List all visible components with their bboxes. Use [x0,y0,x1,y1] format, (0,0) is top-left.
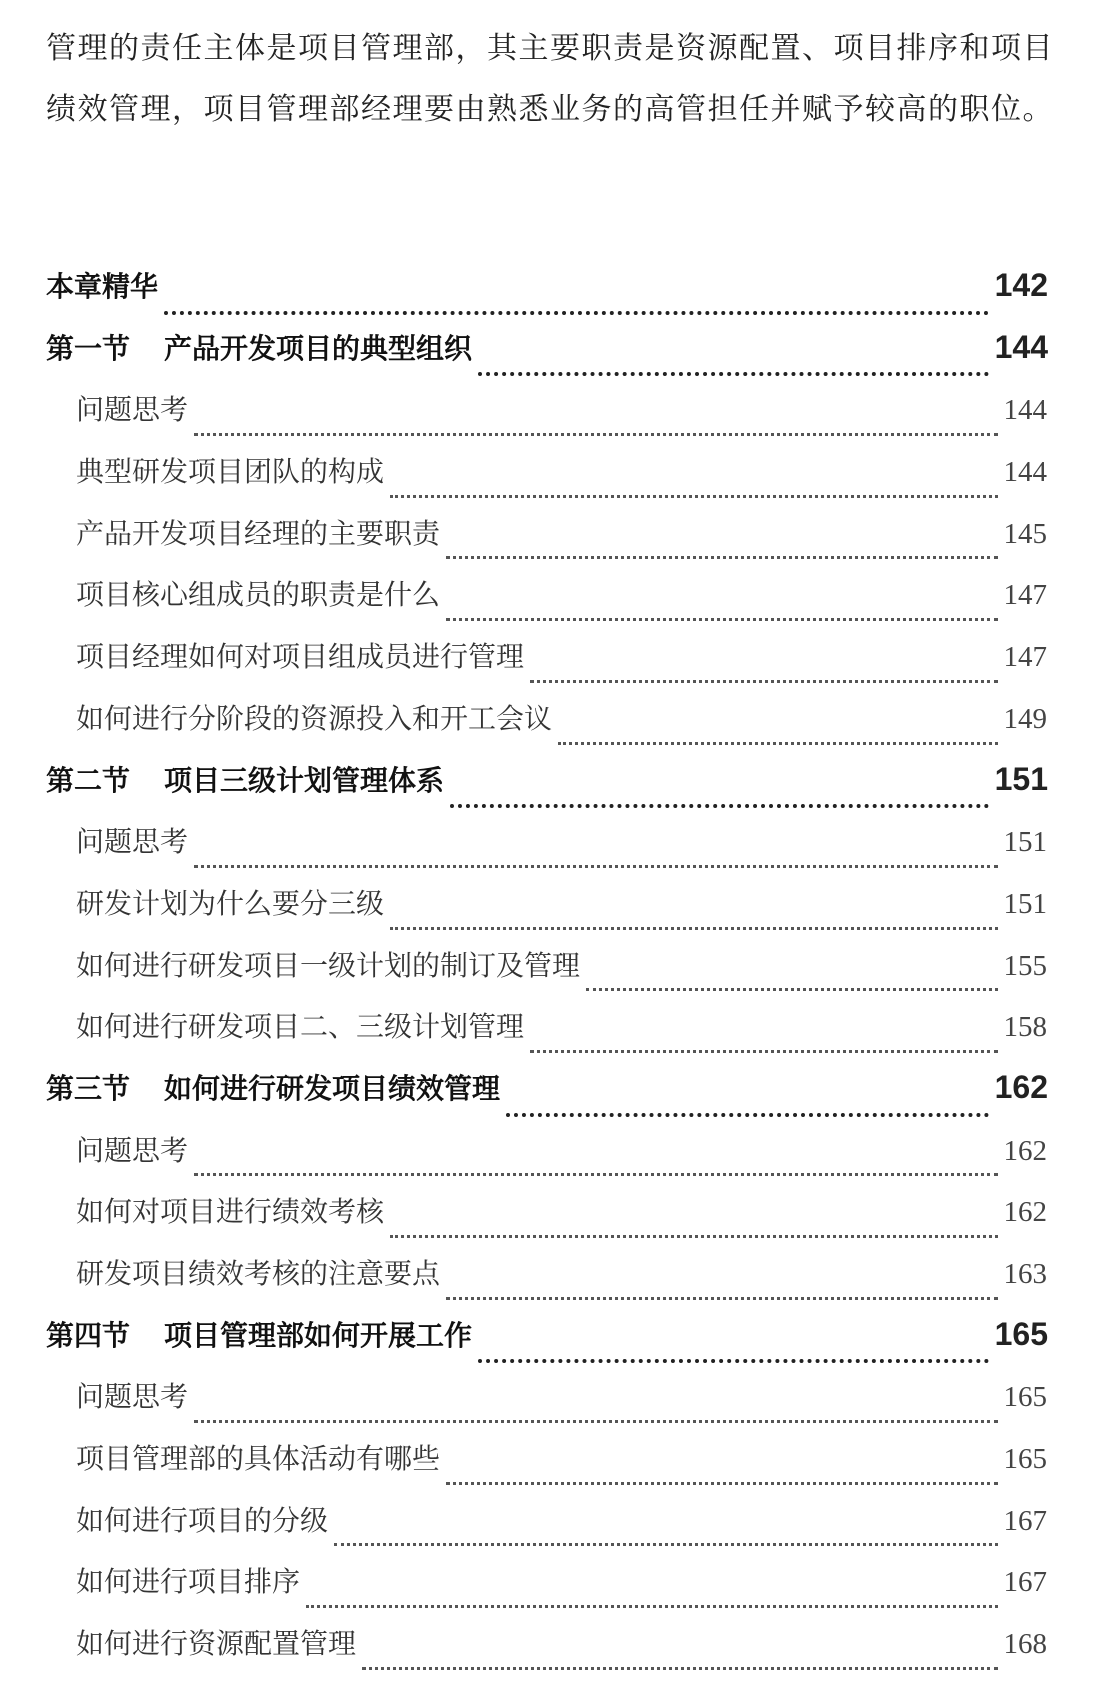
toc-page-number: 151 [1003,887,1047,920]
toc-entry-title: 如何进行项目的分级 [76,1503,329,1537]
table-of-contents [0,265,1113,1684]
toc-page-number: 163 [1003,1258,1047,1290]
dot-leader [390,493,997,498]
toc-topic-entry[interactable] [0,1129,1113,1191]
toc-entry-title: 研发计划为什么要分三级 [76,886,385,920]
dot-leader [390,925,997,930]
toc-topic-entry[interactable] [0,1375,1113,1437]
toc-entry-title: 如何进行资源配置管理 [76,1627,357,1661]
toc-section-entry[interactable] [0,265,1113,327]
toc-topic-entry[interactable] [0,1005,1113,1067]
dot-leader [478,1357,989,1363]
toc-page-number: 165 [1003,1381,1047,1414]
toc-topic-entry[interactable] [0,820,1113,882]
toc-page-number: 144 [994,328,1048,365]
toc-page-number: 162 [1003,1196,1047,1229]
dot-leader [194,1171,997,1176]
toc-page-number: 162 [1003,1134,1047,1167]
toc-entry-label [46,1067,500,1107]
toc-entry-title: 问题思考 [76,825,189,859]
toc-topic-entry[interactable] [0,882,1113,944]
toc-page-number: 151 [994,760,1048,797]
toc-entry-title: 项目经理如何对项目组成员进行管理 [76,640,525,674]
toc-entry-title: 如何进行分阶段的资源投入和开工会议 [76,701,553,735]
toc-page-number: 158 [1003,1011,1047,1044]
toc-entry-title: 项目管理部的具体活动有哪些 [76,1442,441,1476]
dot-leader [446,616,997,621]
toc-entry-title: 产品开发项目的典型组织 [164,331,473,365]
toc-topic-entry[interactable] [0,944,1113,1006]
toc-entry-label [76,697,552,737]
toc-page-number: 149 [1003,702,1047,735]
section-number: 第一节 [46,331,131,365]
toc-entry-title: 本章精华 [46,270,159,303]
toc-topic-entry[interactable] [0,1560,1113,1622]
dot-leader [194,431,997,436]
dot-leader [558,740,997,745]
dot-leader [390,1233,997,1238]
dot-leader [194,863,997,868]
toc-entry-label [76,573,440,613]
toc-entry-label [76,1499,328,1539]
toc-entry-label [46,1314,472,1354]
dot-leader [586,986,997,991]
toc-entry-label [76,820,188,860]
toc-entry-label [76,1190,384,1230]
dot-leader [506,1111,989,1117]
dot-leader [446,1295,997,1300]
toc-page-number: 144 [1003,456,1047,489]
dot-leader [362,1665,997,1670]
toc-entry-title: 如何进行研发项目二、三级计划管理 [76,1010,525,1044]
dot-leader [306,1603,997,1608]
toc-entry-title: 问题思考 [76,1133,189,1167]
toc-topic-entry[interactable] [0,635,1113,697]
toc-page-number: 144 [1003,394,1047,427]
toc-entry-title: 如何进行研发项目绩效管理 [164,1071,501,1105]
toc-topic-entry[interactable] [0,1499,1113,1561]
dot-leader [478,370,989,376]
toc-entry-title: 项目三级计划管理体系 [164,763,445,797]
toc-topic-entry[interactable] [0,450,1113,512]
toc-entry-title: 如何进行研发项目一级计划的制订及管理 [76,948,581,982]
dot-leader [334,1541,997,1546]
toc-page-number: 155 [1003,949,1047,982]
dot-leader [530,1048,997,1053]
toc-entry-label [76,1560,300,1600]
dot-leader [446,1480,997,1485]
toc-topic-entry[interactable] [0,1437,1113,1499]
toc-entry-label [46,759,444,799]
toc-page-number: 165 [994,1315,1048,1352]
toc-topic-entry[interactable] [0,388,1113,450]
section-number: 第二节 [46,763,131,797]
toc-entry-label [76,1005,524,1045]
dot-leader [194,1418,997,1423]
toc-entry-label [46,265,158,305]
toc-entry-title: 问题思考 [76,1380,189,1414]
dot-leader [450,802,989,808]
toc-section-entry[interactable] [0,327,1113,389]
dot-leader [530,678,997,683]
toc-page-number: 147 [1003,641,1047,674]
toc-page-number: 147 [1003,579,1047,612]
toc-page-number: 167 [1003,1504,1047,1537]
toc-entry-label [46,327,472,367]
intro-paragraph: 管理的责任主体是项目管理部，其主要职责是资源配置、项目排序和项目绩效管理，项目管理部经理要由熟悉业务的高管担任并赋予较高的职位。 [46,31,1054,127]
toc-page-number: 162 [994,1068,1048,1105]
toc-page-number: 165 [1003,1443,1047,1476]
toc-entry-label [76,1252,440,1292]
toc-entry-title: 问题思考 [76,393,189,427]
toc-entry-label [76,388,188,428]
toc-section-entry[interactable] [0,759,1113,821]
toc-entry-label [76,450,384,490]
section-number: 第四节 [46,1318,131,1352]
toc-entry-title: 典型研发项目团队的构成 [76,455,385,489]
toc-entry-title: 如何进行项目排序 [76,1565,301,1599]
toc-entry-label [76,944,580,984]
toc-entry-title: 项目管理部如何开展工作 [164,1318,473,1352]
dot-leader [446,554,997,559]
section-number: 第三节 [46,1071,131,1105]
toc-entry-label [76,1129,188,1169]
toc-topic-entry[interactable] [0,512,1113,574]
toc-page-number: 145 [1003,517,1047,550]
toc-entry-label [76,512,440,552]
toc-topic-entry[interactable] [0,697,1113,759]
toc-entry-label [76,1375,188,1415]
toc-section-entry[interactable] [0,1067,1113,1129]
dot-leader [164,309,989,315]
toc-topic-entry[interactable] [0,573,1113,635]
toc-page-number: 142 [994,267,1048,303]
toc-entry-title: 产品开发项目经理的主要职责 [76,516,441,550]
toc-topic-entry[interactable] [0,1190,1113,1252]
toc-entry-title: 项目核心组成员的职责是什么 [76,578,441,612]
toc-section-entry[interactable] [0,1314,1113,1376]
toc-topic-entry[interactable] [0,1252,1113,1314]
toc-entry-title: 研发项目绩效考核的注意要点 [76,1257,441,1290]
toc-page-number: 168 [1003,1628,1047,1661]
toc-entry-label [76,1437,440,1477]
toc-topic-entry[interactable] [0,1622,1113,1684]
toc-entry-label [76,1622,356,1662]
toc-page-number: 167 [1003,1566,1047,1599]
toc-entry-label [76,635,524,675]
toc-entry-label [76,882,384,922]
toc-entry-title: 如何对项目进行绩效考核 [76,1195,385,1229]
toc-page-number: 151 [1003,826,1047,859]
